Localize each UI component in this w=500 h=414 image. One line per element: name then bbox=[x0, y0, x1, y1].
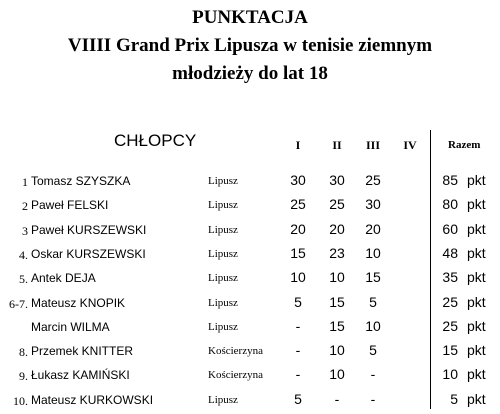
score-ii: 25 bbox=[329, 196, 345, 213]
player-name: Mateusz KURKOWSKI bbox=[31, 392, 154, 407]
player-town: Lipusz bbox=[208, 247, 238, 260]
score-ii: 20 bbox=[329, 220, 345, 237]
score-iii: 25 bbox=[365, 172, 381, 188]
player-name: Mateusz KNOPIK bbox=[31, 295, 126, 310]
score-iii: 10 bbox=[365, 244, 381, 261]
points-unit: pkt bbox=[467, 269, 486, 286]
score-i: 20 bbox=[290, 220, 306, 237]
table-row bbox=[0, 220, 500, 244]
player-name: Paweł KURSZEWSKI bbox=[31, 222, 147, 237]
score-i: 5 bbox=[294, 293, 302, 310]
total-points: 25 bbox=[442, 317, 458, 334]
score-ii: 15 bbox=[329, 293, 345, 310]
score-ii: 10 bbox=[329, 366, 345, 383]
score-i: - bbox=[295, 317, 301, 334]
place-number: 4. bbox=[19, 247, 28, 262]
column-header-iv: IV bbox=[403, 138, 417, 152]
player-town: Lipusz bbox=[208, 393, 238, 406]
column-header-iii: III bbox=[365, 138, 380, 152]
table-row bbox=[0, 341, 500, 365]
points-unit: pkt bbox=[467, 220, 486, 237]
score-ii: 10 bbox=[329, 269, 345, 286]
points-unit: pkt bbox=[467, 317, 486, 334]
document-title: PUNKTACJA bbox=[192, 7, 308, 28]
document-subtitle-age: młodzieży do lat 18 bbox=[172, 63, 328, 84]
table-row bbox=[0, 293, 500, 317]
score-iii: - bbox=[370, 390, 376, 407]
player-town: Lipusz bbox=[208, 272, 238, 285]
total-points: 80 bbox=[442, 196, 458, 213]
points-unit: pkt bbox=[467, 342, 486, 359]
total-points: 85 bbox=[442, 172, 458, 188]
player-name: Marcin WILMA bbox=[31, 319, 110, 334]
score-ii: 23 bbox=[329, 244, 345, 261]
total-points: 10 bbox=[442, 366, 458, 383]
player-town: Lipusz bbox=[208, 175, 238, 187]
place-number: 1 bbox=[22, 175, 28, 189]
table-row bbox=[0, 268, 500, 292]
player-name: Łukasz KAMIŃSKI bbox=[31, 368, 130, 383]
place-number: 6-7. bbox=[9, 296, 28, 311]
table-row bbox=[0, 390, 500, 414]
player-town: Lipusz bbox=[208, 223, 238, 236]
score-iii: 30 bbox=[365, 196, 381, 213]
place-number: 10. bbox=[13, 393, 28, 408]
score-iii: 10 bbox=[365, 317, 381, 334]
score-i: - bbox=[295, 342, 301, 359]
score-iii: 20 bbox=[365, 220, 381, 237]
points-unit: pkt bbox=[467, 366, 486, 383]
score-iii: - bbox=[370, 366, 376, 383]
table-row bbox=[0, 171, 500, 195]
score-i: 30 bbox=[290, 172, 306, 188]
total-points: 5 bbox=[450, 390, 458, 407]
place-number: 8. bbox=[19, 345, 28, 360]
score-iii: 5 bbox=[369, 293, 377, 310]
score-i: 15 bbox=[290, 244, 306, 261]
score-ii: 10 bbox=[329, 342, 345, 359]
points-unit: pkt bbox=[467, 172, 486, 188]
player-name: Paweł FELSKI bbox=[31, 198, 109, 213]
score-i: 10 bbox=[290, 269, 306, 286]
score-ii: 30 bbox=[329, 172, 345, 188]
points-unit: pkt bbox=[467, 244, 486, 261]
player-name: Antek DEJA bbox=[31, 271, 96, 286]
points-unit: pkt bbox=[467, 293, 486, 310]
section-heading: CHŁOPCY bbox=[114, 131, 197, 150]
table-row bbox=[0, 365, 500, 389]
place-number: 9. bbox=[19, 369, 28, 384]
document-subtitle: VIIII Grand Prix Lipusza w tenisie ziemnym bbox=[67, 35, 433, 56]
place-number: 5. bbox=[19, 272, 28, 287]
table-row bbox=[0, 244, 500, 268]
points-unit: pkt bbox=[467, 196, 486, 213]
place-number: 2 bbox=[22, 199, 28, 214]
total-points: 15 bbox=[442, 342, 458, 359]
points-unit: pkt bbox=[467, 390, 486, 407]
score-i: 5 bbox=[294, 390, 302, 407]
player-name: Tomasz SZYSZKA bbox=[31, 174, 131, 188]
player-town: Kościerzyna bbox=[208, 369, 263, 382]
place-number: 3 bbox=[22, 223, 28, 238]
score-iii: 15 bbox=[365, 269, 381, 286]
total-points: 35 bbox=[442, 269, 458, 286]
player-town: Lipusz bbox=[208, 199, 238, 212]
total-column-header: Razem bbox=[448, 139, 481, 151]
player-name: Przemek KNITTER bbox=[31, 344, 134, 359]
player-town: Lipusz bbox=[208, 296, 238, 309]
total-points: 48 bbox=[442, 244, 458, 261]
total-points: 25 bbox=[442, 293, 458, 310]
score-ii: 15 bbox=[329, 317, 345, 334]
score-iii: 5 bbox=[369, 342, 377, 359]
column-header-ii: II bbox=[332, 138, 342, 152]
player-town: Kościerzyna bbox=[208, 345, 263, 358]
table-row bbox=[0, 195, 500, 219]
column-header-i: I bbox=[295, 138, 301, 152]
player-town: Lipusz bbox=[208, 320, 238, 333]
score-i: - bbox=[295, 366, 301, 383]
score-ii: - bbox=[334, 390, 340, 407]
player-name: Oskar KURSZEWSKI bbox=[31, 246, 146, 261]
total-points: 60 bbox=[442, 220, 458, 237]
score-i: 25 bbox=[290, 196, 306, 213]
table-row bbox=[0, 317, 500, 341]
